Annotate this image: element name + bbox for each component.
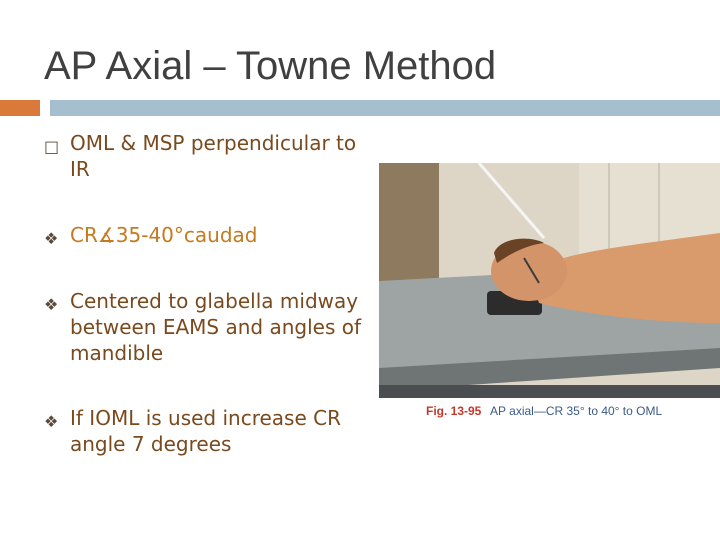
diamond-bullet-icon: ❖ bbox=[44, 229, 59, 248]
bullet-item bbox=[44, 130, 364, 182]
bullet-text: If IOML is used increase CR angle 7 degrees bbox=[70, 406, 341, 456]
bullet-item bbox=[44, 288, 364, 366]
slide-title: AP Axial – Towne Method bbox=[44, 44, 497, 88]
figure-caption-text: AP axial—CR 35° to 40° to OML bbox=[490, 404, 663, 418]
diamond-bullet-icon: ❖ bbox=[44, 412, 59, 431]
open-box-bullet-icon: □ bbox=[44, 137, 60, 156]
bullet-item bbox=[44, 405, 364, 457]
xray-table-illustration bbox=[379, 163, 720, 398]
bullet-item bbox=[44, 222, 257, 248]
bullet-text: Centered to glabella midway between EAMS and angles of mandible bbox=[70, 289, 361, 365]
bullet-text: CR∡35-40°caudad bbox=[70, 223, 258, 247]
bullet-text: OML & MSP perpendicular to IR bbox=[70, 131, 357, 181]
patient-positioning-photo bbox=[379, 163, 720, 398]
accent-bar-right bbox=[50, 100, 720, 116]
figure-caption bbox=[426, 404, 676, 418]
figure-number: Fig. 13-95 bbox=[426, 404, 482, 418]
accent-bar-left bbox=[0, 100, 40, 116]
diamond-bullet-icon: ❖ bbox=[44, 295, 59, 314]
